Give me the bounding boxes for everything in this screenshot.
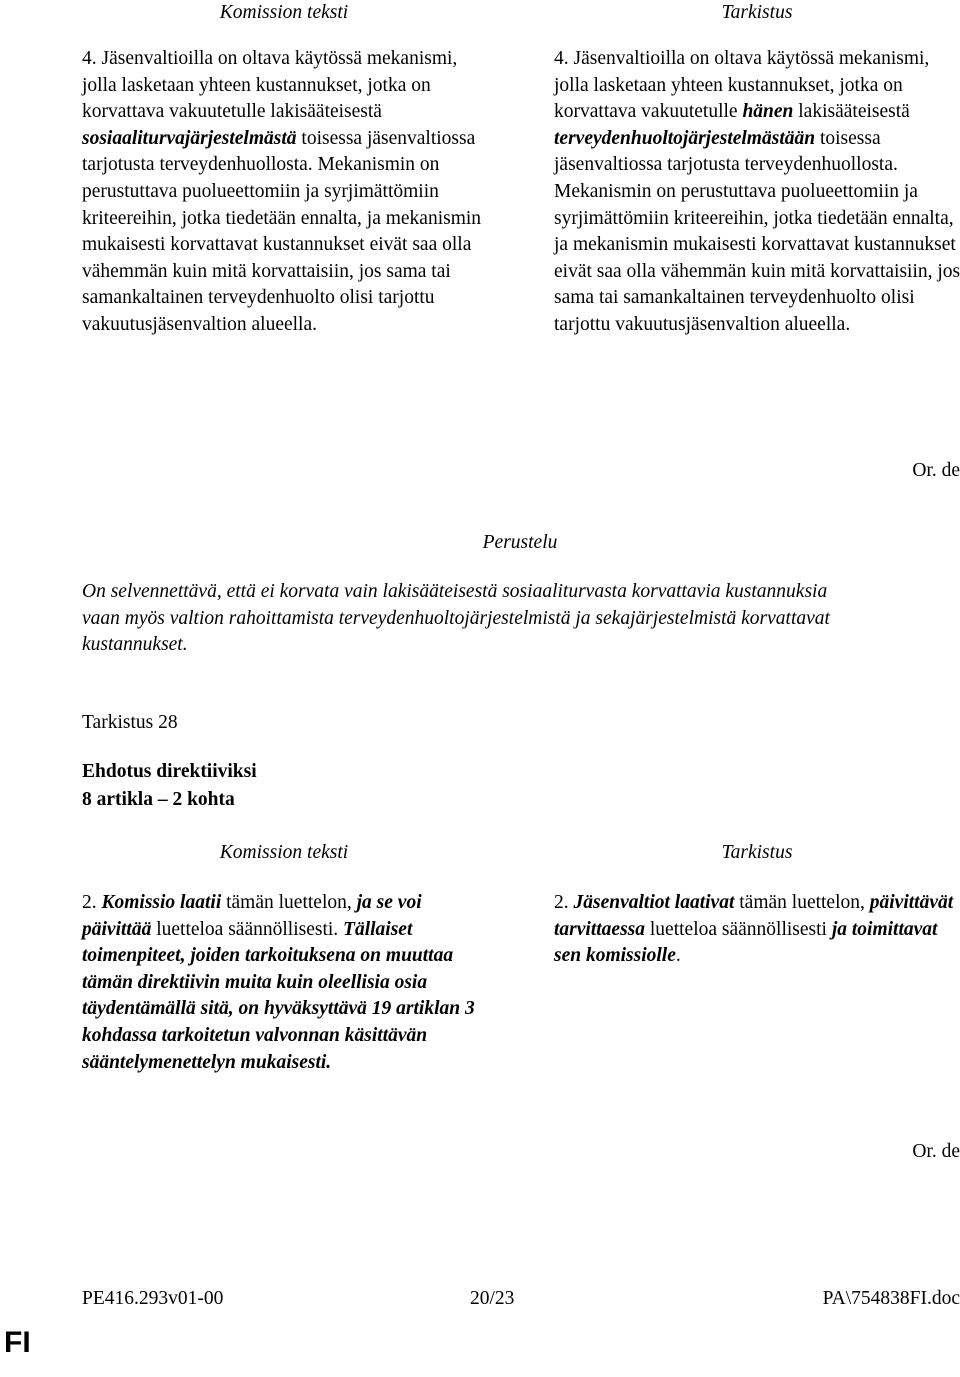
text-segment-emphasis: sosiaaliturvajärjestelmästä	[82, 127, 297, 149]
text-segment-emphasis: hänen	[742, 101, 794, 123]
text-segment: toisessa jäsenvaltiossa tarjotusta terveydenhuollosta. Mekanismin on perustuttava puolueettomiin ja syrjimättömiin kriteereihin, jotka tiedetään ennalta, ja mekanismin mukaisesti korvattavat kustannukset eivät saa olla vähemmän kuin mitä korvattaisiin, jos sama tai samankaltainen terveydenhuolto olisi tarjottu vakuutusjäsenvaltion alueella.	[82, 127, 482, 335]
amendment-title: Tarkistus 28	[82, 712, 178, 733]
column-header-commission-text: Komission teksti	[219, 842, 349, 863]
amendment-subtitle-proposal	[82, 759, 257, 786]
original-language-note: Or. de	[912, 1141, 960, 1162]
commission-text-paragraph-2	[82, 890, 492, 1076]
footer-file-name: PA\754838FI.doc	[822, 1288, 960, 1309]
original-language-note: Or. de	[912, 460, 960, 481]
footer-language-code: FI	[4, 1326, 31, 1359]
commission-text-paragraph-4	[82, 46, 492, 339]
text-segment: luetteloa säännöllisesti.	[151, 918, 344, 940]
text-segment: tämän luettelon,	[734, 892, 870, 913]
text-segment: 2.	[82, 892, 102, 913]
text-segment-emphasis: Tällaiset toimenpiteet, joiden tarkoituksena on muuttaa tämän direktiivin muita kuin oleellisia osia täydentämällä sitä, on hyväksyttävä 19 artiklan 3 kohdassa tarkoitetun valvonnan käsittävän sääntelymenettelyn mukaisesti.	[82, 918, 475, 1073]
column-header-commission-text: Komission teksti	[219, 2, 349, 23]
amendment-text-paragraph-4	[554, 46, 960, 339]
text-segment: 4. Jäsenvaltioilla on oltava käytössä mekanismi, jolla lasketaan yhteen kustannukset, jotka on korvattava vakuutetulle	[554, 48, 930, 123]
text-segment: tämän luettelon,	[221, 892, 357, 913]
column-header-amendment: Tarkistus	[721, 842, 793, 863]
justification-title: Perustelu	[482, 532, 558, 553]
text-segment: lakisääteisestä	[793, 101, 910, 123]
text-segment: toisessa jäsenvaltiossa tarjotusta terveydenhuollosta. Mekanismin on perustuttava puolueettomiin ja syrjimättömiin kriteereihin, jotka tiedetään ennalta, ja mekanismin mukaisesti korvattavat kustannukset eivät saa olla vähemmän kuin mitä korvattaisiin, jos sama tai samankaltainen terveydenhuolto olisi tarjottu vakuutusjäsenvaltion alueella.	[554, 127, 960, 335]
text-segment: 4. Jäsenvaltioilla on oltava käytössä mekanismi, jolla lasketaan yhteen kustannukset, jotka on korvattava vakuutetulle lakisääteisestä	[82, 48, 458, 123]
text-segment-emphasis: ja se voi päivittää	[82, 892, 422, 940]
text-segment: 2.	[554, 892, 574, 913]
text-segment-emphasis: Komissio laatii	[101, 892, 222, 913]
proposal-label: Ehdotus direktiiviksi	[82, 761, 257, 782]
justification-text: On selvennettävä, että ei korvata vain lakisääteisestä sosiaaliturvasta korvattavia kustannuksia vaan myös valtion rahoittamista terveydenhuoltojärjestelmistä ja sekajärjestelmistä korvattavat kustannukset.	[82, 581, 830, 656]
text-segment-emphasis: Jäsenvaltiot laativat	[573, 892, 735, 913]
text-segment: .	[675, 945, 681, 967]
text-segment-emphasis: terveydenhuoltojärjestelmästään	[554, 127, 816, 149]
text-segment-emphasis: päivittävät tarvittaessa	[554, 892, 954, 940]
article-reference: 8 artikla – 2 kohta	[82, 789, 235, 810]
text-segment: luetteloa säännöllisesti	[645, 918, 832, 940]
amendment-subtitle-article	[82, 787, 235, 814]
footer-page-number: 20/23	[470, 1288, 515, 1309]
amendment-text-paragraph-2	[554, 890, 960, 970]
footer-document-reference: PE416.293v01-00	[82, 1288, 224, 1309]
text-segment-emphasis: ja toimittavat sen komissiolle	[554, 918, 938, 967]
column-header-amendment: Tarkistus	[721, 2, 793, 23]
